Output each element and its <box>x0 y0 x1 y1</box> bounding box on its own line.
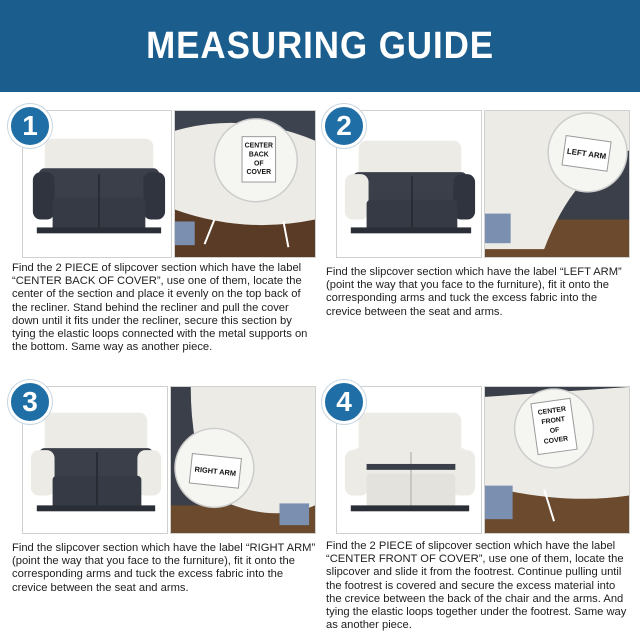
step-1 <box>12 110 318 354</box>
tag-line: OF <box>254 160 264 168</box>
step-caption: Find the 2 PIECE of slipcover section which have the label “CENTER FRONT OF COVER”, use one of them, locate the slipcover and slide it from the footrest. Continue pulling until the footrest is covered and secure the excess material into the crevice between the back of the chair and the arms. And tying the elastic loops together under the footrest. Same way as another piece. <box>326 540 627 632</box>
page-title: MEASURING GUIDE <box>146 24 494 67</box>
step-photos <box>12 386 318 534</box>
tag-line: LEFT ARM <box>566 146 607 162</box>
step-caption: Find the slipcover section which have the label “LEFT ARM” (point the way that you face to the furniture), fit it onto the corresponding arms and tuck the excess fabric into the crevice between the seat and arms. <box>326 266 622 318</box>
step-photos <box>12 110 318 258</box>
step-photos <box>326 110 632 258</box>
step-number-badge: 4 <box>322 380 366 424</box>
step-photos <box>326 386 632 534</box>
step-4 <box>326 386 632 632</box>
detail-photo <box>170 386 316 534</box>
step-caption: Find the 2 PIECE of slipcover section which have the label “CENTER BACK OF COVER”, use one of them, locate the center of the section and place it evenly on the top back of the recliner. Stand behind the recliner and pull the cover down until it fits under the recliner, secure this section by tying the elastic loops connected with the metal supports on the bottom. Same way as another piece. <box>12 262 308 354</box>
tag-line: OF <box>549 426 560 435</box>
tag-line: FRONT <box>541 415 566 427</box>
step-number-badge: 1 <box>8 104 52 148</box>
detail-photo <box>174 110 316 258</box>
detail-photo <box>484 110 630 258</box>
tag-line: CENTER <box>244 142 273 150</box>
step-number-badge: 2 <box>322 104 366 148</box>
step-number-badge: 3 <box>8 380 52 424</box>
tag-line: COVER <box>543 435 569 446</box>
tag-line: COVER <box>246 169 272 177</box>
step-2 <box>326 110 632 319</box>
tag-line: CENTER <box>537 405 567 417</box>
step-3 <box>12 386 318 595</box>
detail-photo <box>484 386 630 534</box>
tag-line: BACK <box>248 151 269 159</box>
tag-line: RIGHT ARM <box>194 464 237 478</box>
step-caption: Find the slipcover section which have the label “RIGHT ARM” (point the way that you face to the furniture), fit it onto the corresponding arms and tuck the excess fabric into the crevice between the seat and arms. <box>12 542 316 594</box>
title-banner <box>0 0 640 92</box>
